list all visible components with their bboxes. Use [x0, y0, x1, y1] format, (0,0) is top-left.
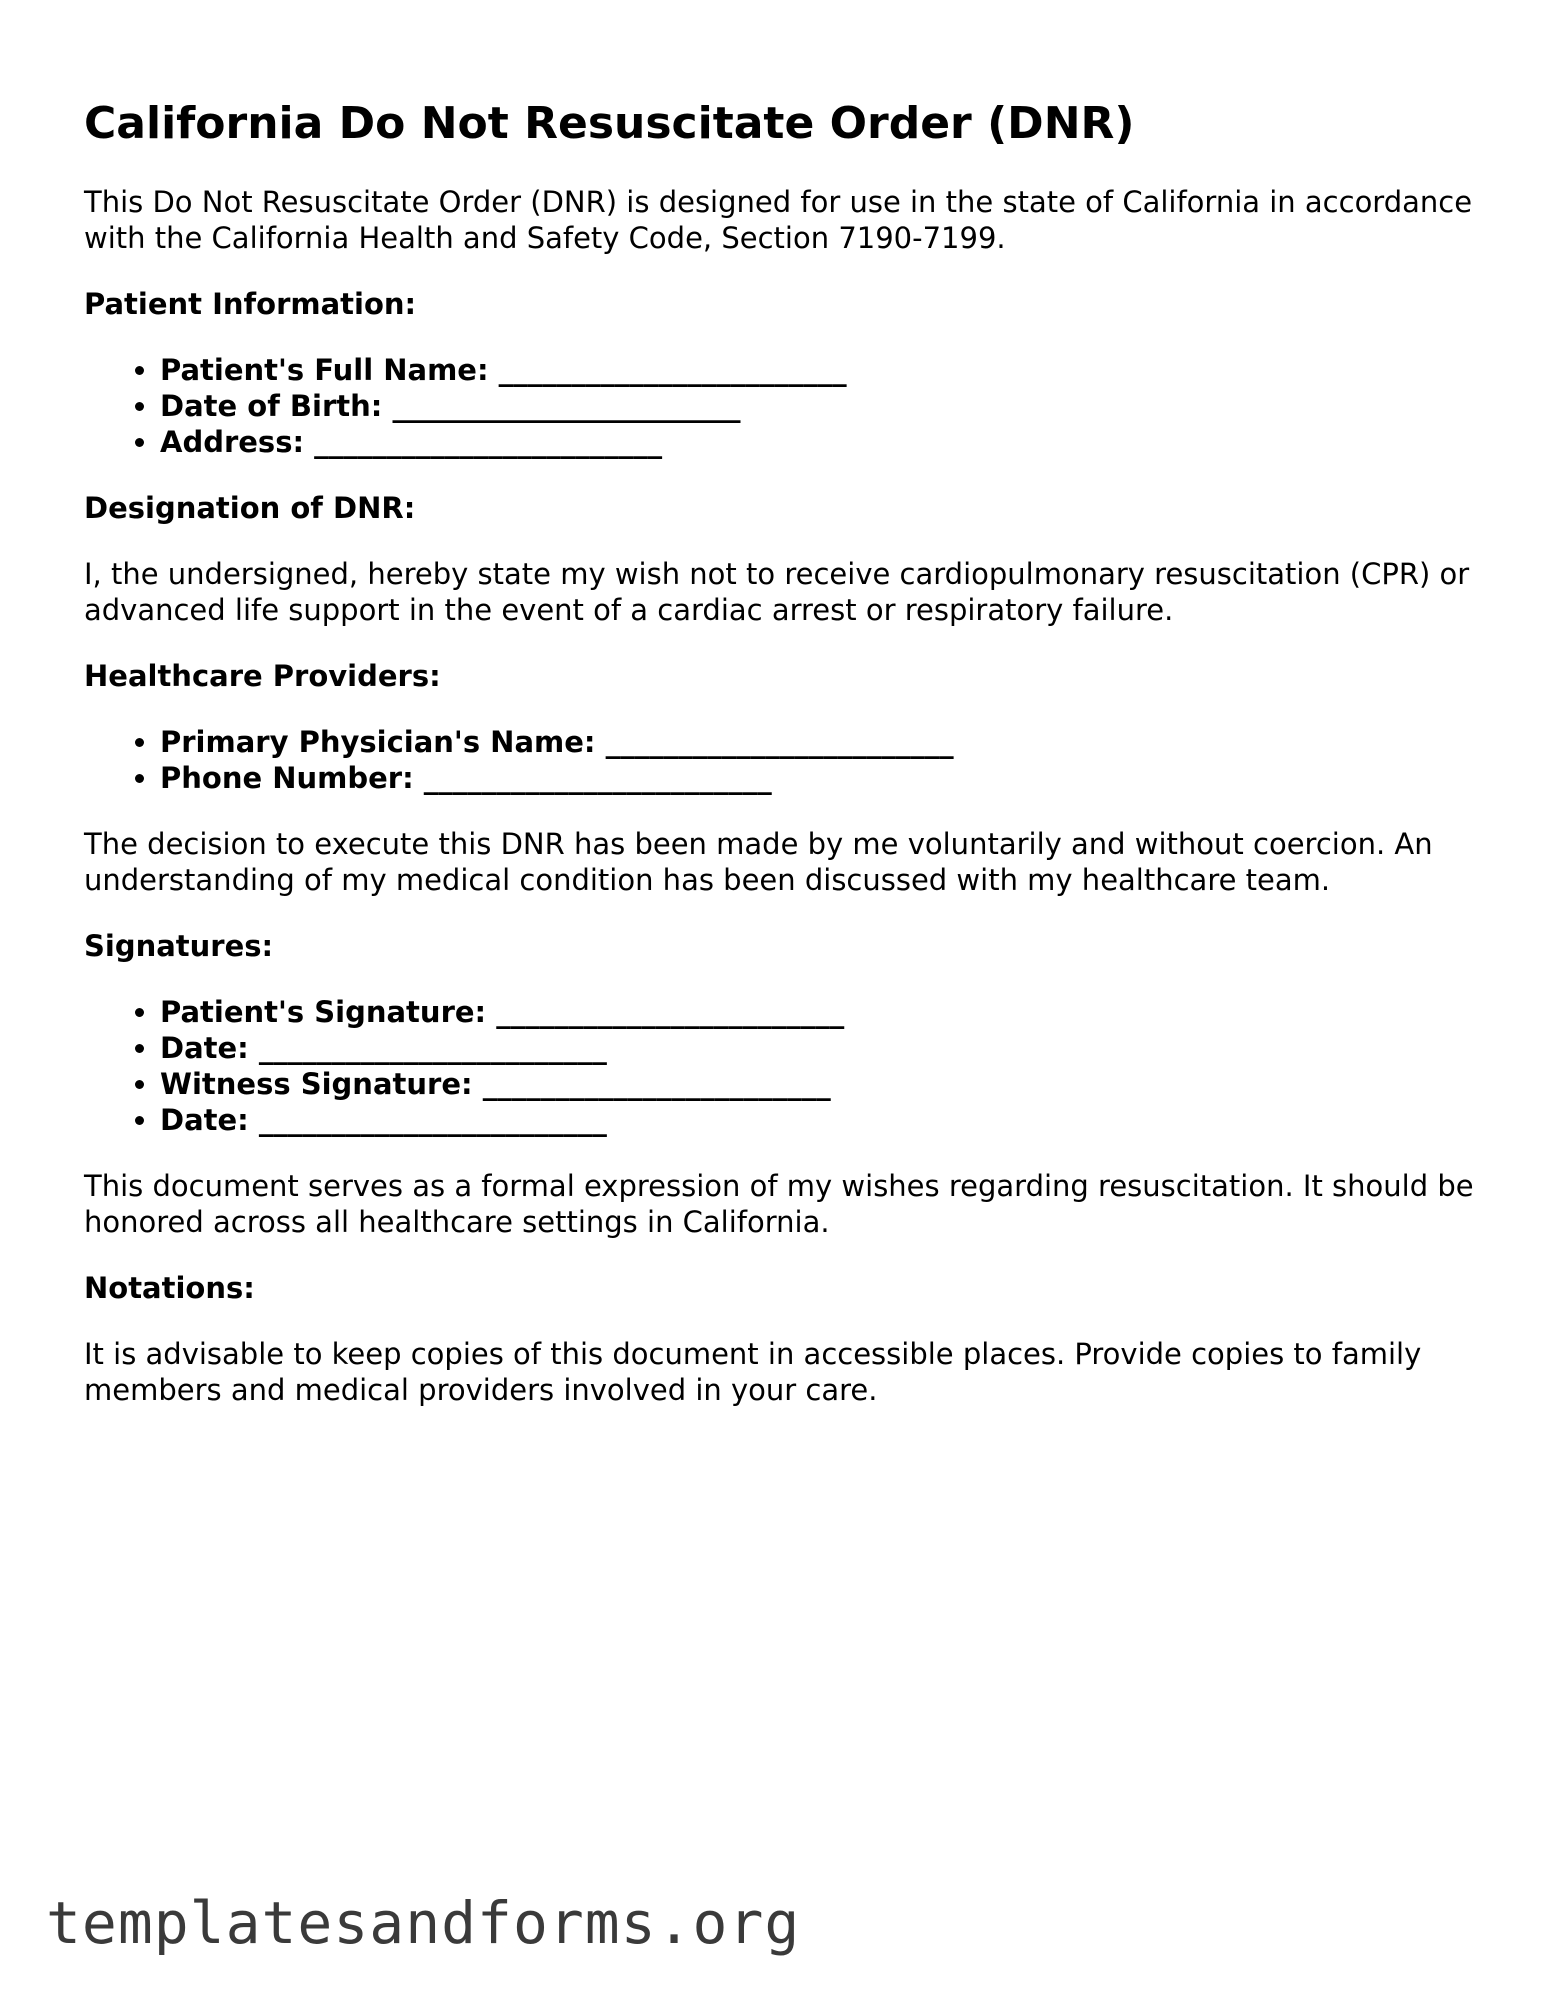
decision-paragraph: The decision to execute this DNR has been made by me voluntarily and without coercion. An understanding of my medical condition has been discussed with my healthcare team.: [84, 827, 1433, 897]
expression-paragraph: This document serves as a formal expression of my wishes regarding resuscitation. It should be honored across all healthcare settings in California.: [84, 1169, 1474, 1239]
designation-heading: Designation of DNR:: [84, 491, 416, 525]
watermark: templatesandforms.org: [46, 1889, 801, 1957]
signatures-heading: Signatures:: [84, 929, 274, 963]
phone-number-field: • Phone Number: ________________________: [160, 760, 1484, 796]
witness-signature-date-field: • Date: ________________________: [160, 1102, 1484, 1138]
patient-info-list: [84, 352, 1484, 460]
intro-paragraph: This Do Not Resuscitate Order (DNR) is designed for use in the state of California in accordance with the California Health and Safety Code, Section 7190-7199.: [84, 185, 1473, 255]
patient-signature-field: • Patient's Signature: ________________________: [160, 994, 1484, 1030]
date-of-birth-field: • Date of Birth: ________________________: [160, 388, 1484, 424]
patient-name-field: • Patient's Full Name: ________________________: [160, 352, 1484, 388]
signatures-list: [84, 994, 1484, 1138]
physician-name-field: • Primary Physician's Name: ________________________: [160, 724, 1484, 760]
document-page: [84, 98, 1484, 1438]
providers-heading: Healthcare Providers:: [84, 659, 441, 693]
witness-signature-field: • Witness Signature: ________________________: [160, 1066, 1484, 1102]
patient-signature-date-field: • Date: ________________________: [160, 1030, 1484, 1066]
designation-paragraph: I, the undersigned, hereby state my wish not to receive cardiopulmonary resuscitation (CPR) or advanced life support in the event of a cardiac arrest or respiratory failure.: [84, 557, 1470, 627]
address-field: • Address: ________________________: [160, 424, 1484, 460]
notations-heading: Notations:: [84, 1271, 255, 1305]
patient-info-heading: Patient Information:: [84, 287, 417, 321]
providers-list: [84, 724, 1484, 796]
notations-paragraph: It is advisable to keep copies of this document in accessible places. Provide copies to family members and medical providers involved in your care.: [84, 1337, 1422, 1407]
document-title: California Do Not Resuscitate Order (DNR): [84, 98, 1135, 149]
